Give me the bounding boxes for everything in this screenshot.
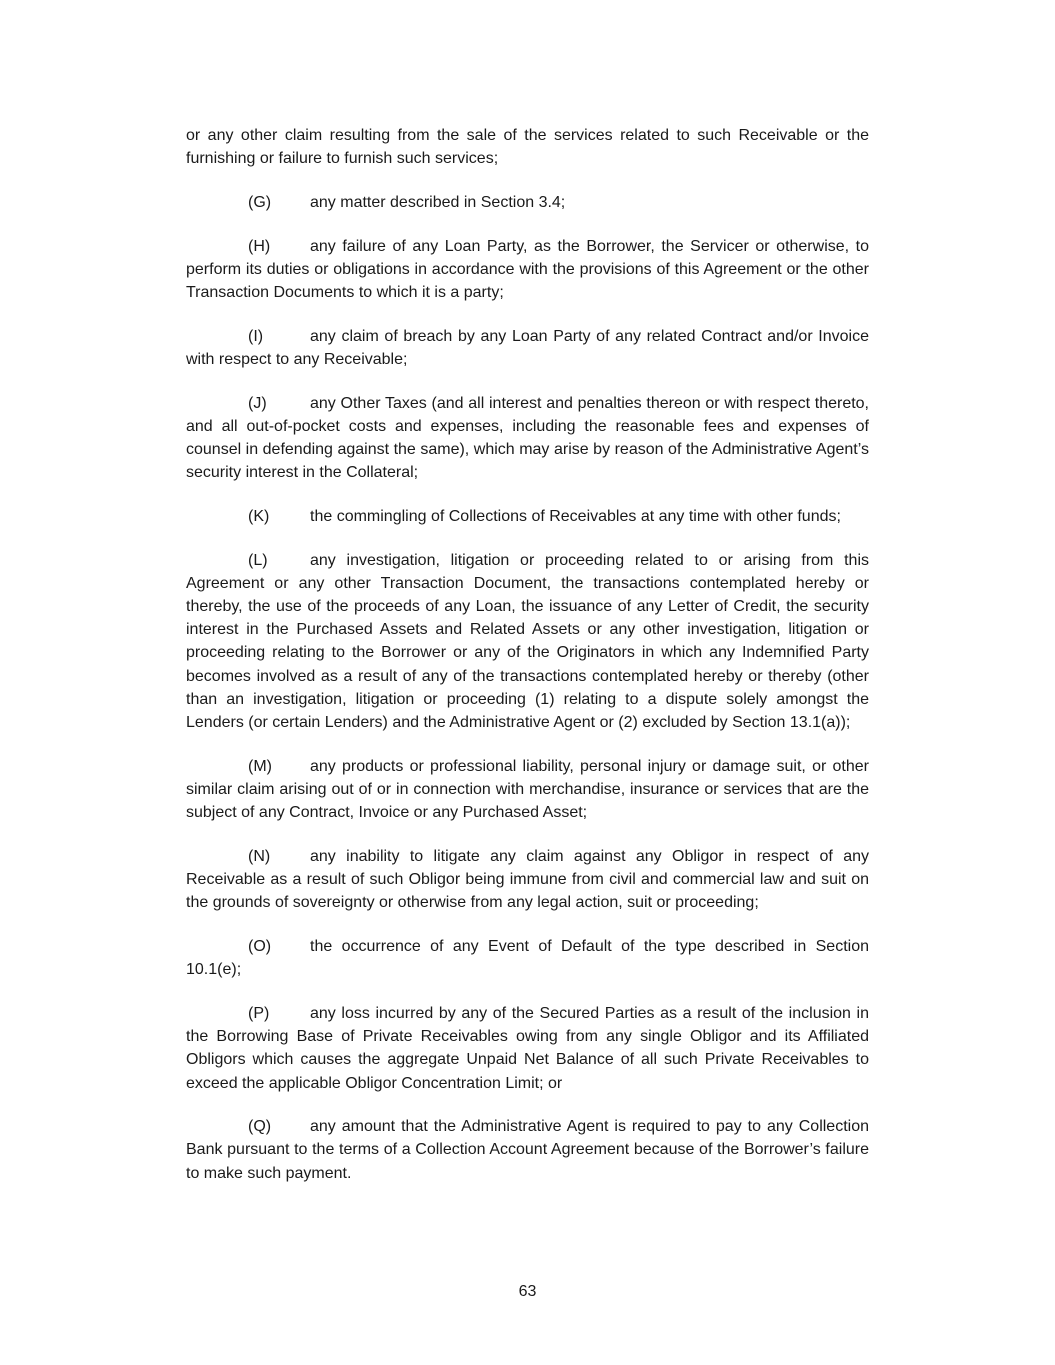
clause-o	[186, 935, 869, 981]
continuation-paragraph: or any other claim resulting from the sale of the services related to such Receivable or the furnishing or failure to furnish such services;	[186, 127, 869, 168]
clause-text: any matter described in Section 3.4;	[310, 193, 566, 211]
clause-label: (K)	[248, 507, 270, 525]
document-body	[186, 124, 869, 1205]
clause-text: any claim of breach by any Loan Party of any related Contract and/or Invoice with respect to any Receivable;	[186, 327, 869, 368]
clause-p	[186, 1002, 869, 1095]
clause-text: any Other Taxes (and all interest and penalties thereon or with respect thereto, and all out-of-pocket costs and expenses, including the reasonable fees and expenses of counsel in defending against the same), which may arise by reason of the Administrative Agent’s security interest in the Collateral;	[186, 394, 869, 482]
clause-n	[186, 845, 869, 915]
page-number: 63	[518, 1283, 537, 1300]
clause-text: the commingling of Collections of Receivables at any time with other funds;	[310, 507, 841, 525]
clause-q	[186, 1115, 869, 1185]
clause-label: (P)	[248, 1004, 270, 1022]
clause-label: (H)	[248, 237, 271, 255]
clause-j	[186, 392, 869, 485]
clause-label: (L)	[248, 551, 268, 569]
clause-m	[186, 755, 869, 825]
clause-text: any investigation, litigation or proceeding related to or arising from this Agreement or any other Transaction Document, the transactions contemplated hereby or thereby, the use of the proceeds of any Loan, the issuance of any Letter of Credit, the security interest in the Purchased Assets and Related Assets or any other investigation, litigation or proceeding relating to the Borrower or any of the Originators in which any Indemnified Party becomes involved as a result of any of the transactions contemplated hereby or thereby (other than an investigation, litigation or proceeding (1) relating to a dispute solely amongst the Lenders (or certain Lenders) and the Administrative Agent or (2) excluded by Section 13.1(a));	[186, 551, 869, 732]
clause-text: the occurrence of any Event of Default of the type described in Section 10.1(e);	[186, 937, 869, 979]
clause-label: (J)	[248, 394, 267, 412]
clause-g	[186, 191, 869, 214]
clause-k	[186, 505, 869, 528]
clause-l	[186, 549, 869, 735]
clause-label: (G)	[248, 193, 272, 211]
clause-text: any failure of any Loan Party, as the Borrower, the Servicer or otherwise, to perform its duties or obligations in accordance with the provisions of this Agreement or the other Transaction Documents to which it is a party;	[186, 237, 869, 302]
clause-label: (I)	[248, 327, 264, 345]
clause-label: (Q)	[248, 1118, 272, 1136]
clause-text: any inability to litigate any claim against any Obligor in respect of any Receivable as a result of such Obligor being immune from civil and commercial law and suit on the grounds of sovereignty or otherwise from any legal action, suit or proceeding;	[186, 847, 869, 912]
clause-text: any loss incurred by any of the Secured Parties as a result of the inclusion in the Borrowing Base of Private Receivables owing from any single Obligor and its Affiliated Obligors which causes the aggregate Unpaid Net Balance of all such Private Receivables to exceed the applicable Obligor Concentration Limit; or	[186, 1004, 869, 1092]
clause-h	[186, 235, 869, 305]
clause-text: any amount that the Administrative Agent is required to pay to any Collection Bank pursuant to the terms of a Collection Account Agreement because of the Borrower’s failure to make such payment.	[186, 1118, 869, 1182]
clause-label: (M)	[248, 757, 272, 775]
clause-label: (N)	[248, 847, 271, 865]
clause-text: any products or professional liability, personal injury or damage suit, or other similar claim arising out of or in connection with merchandise, insurance or services that are the subject of any Contract, Invoice or any Purchased Asset;	[186, 757, 869, 822]
clause-i	[186, 325, 869, 371]
clause-label: (O)	[248, 937, 272, 955]
